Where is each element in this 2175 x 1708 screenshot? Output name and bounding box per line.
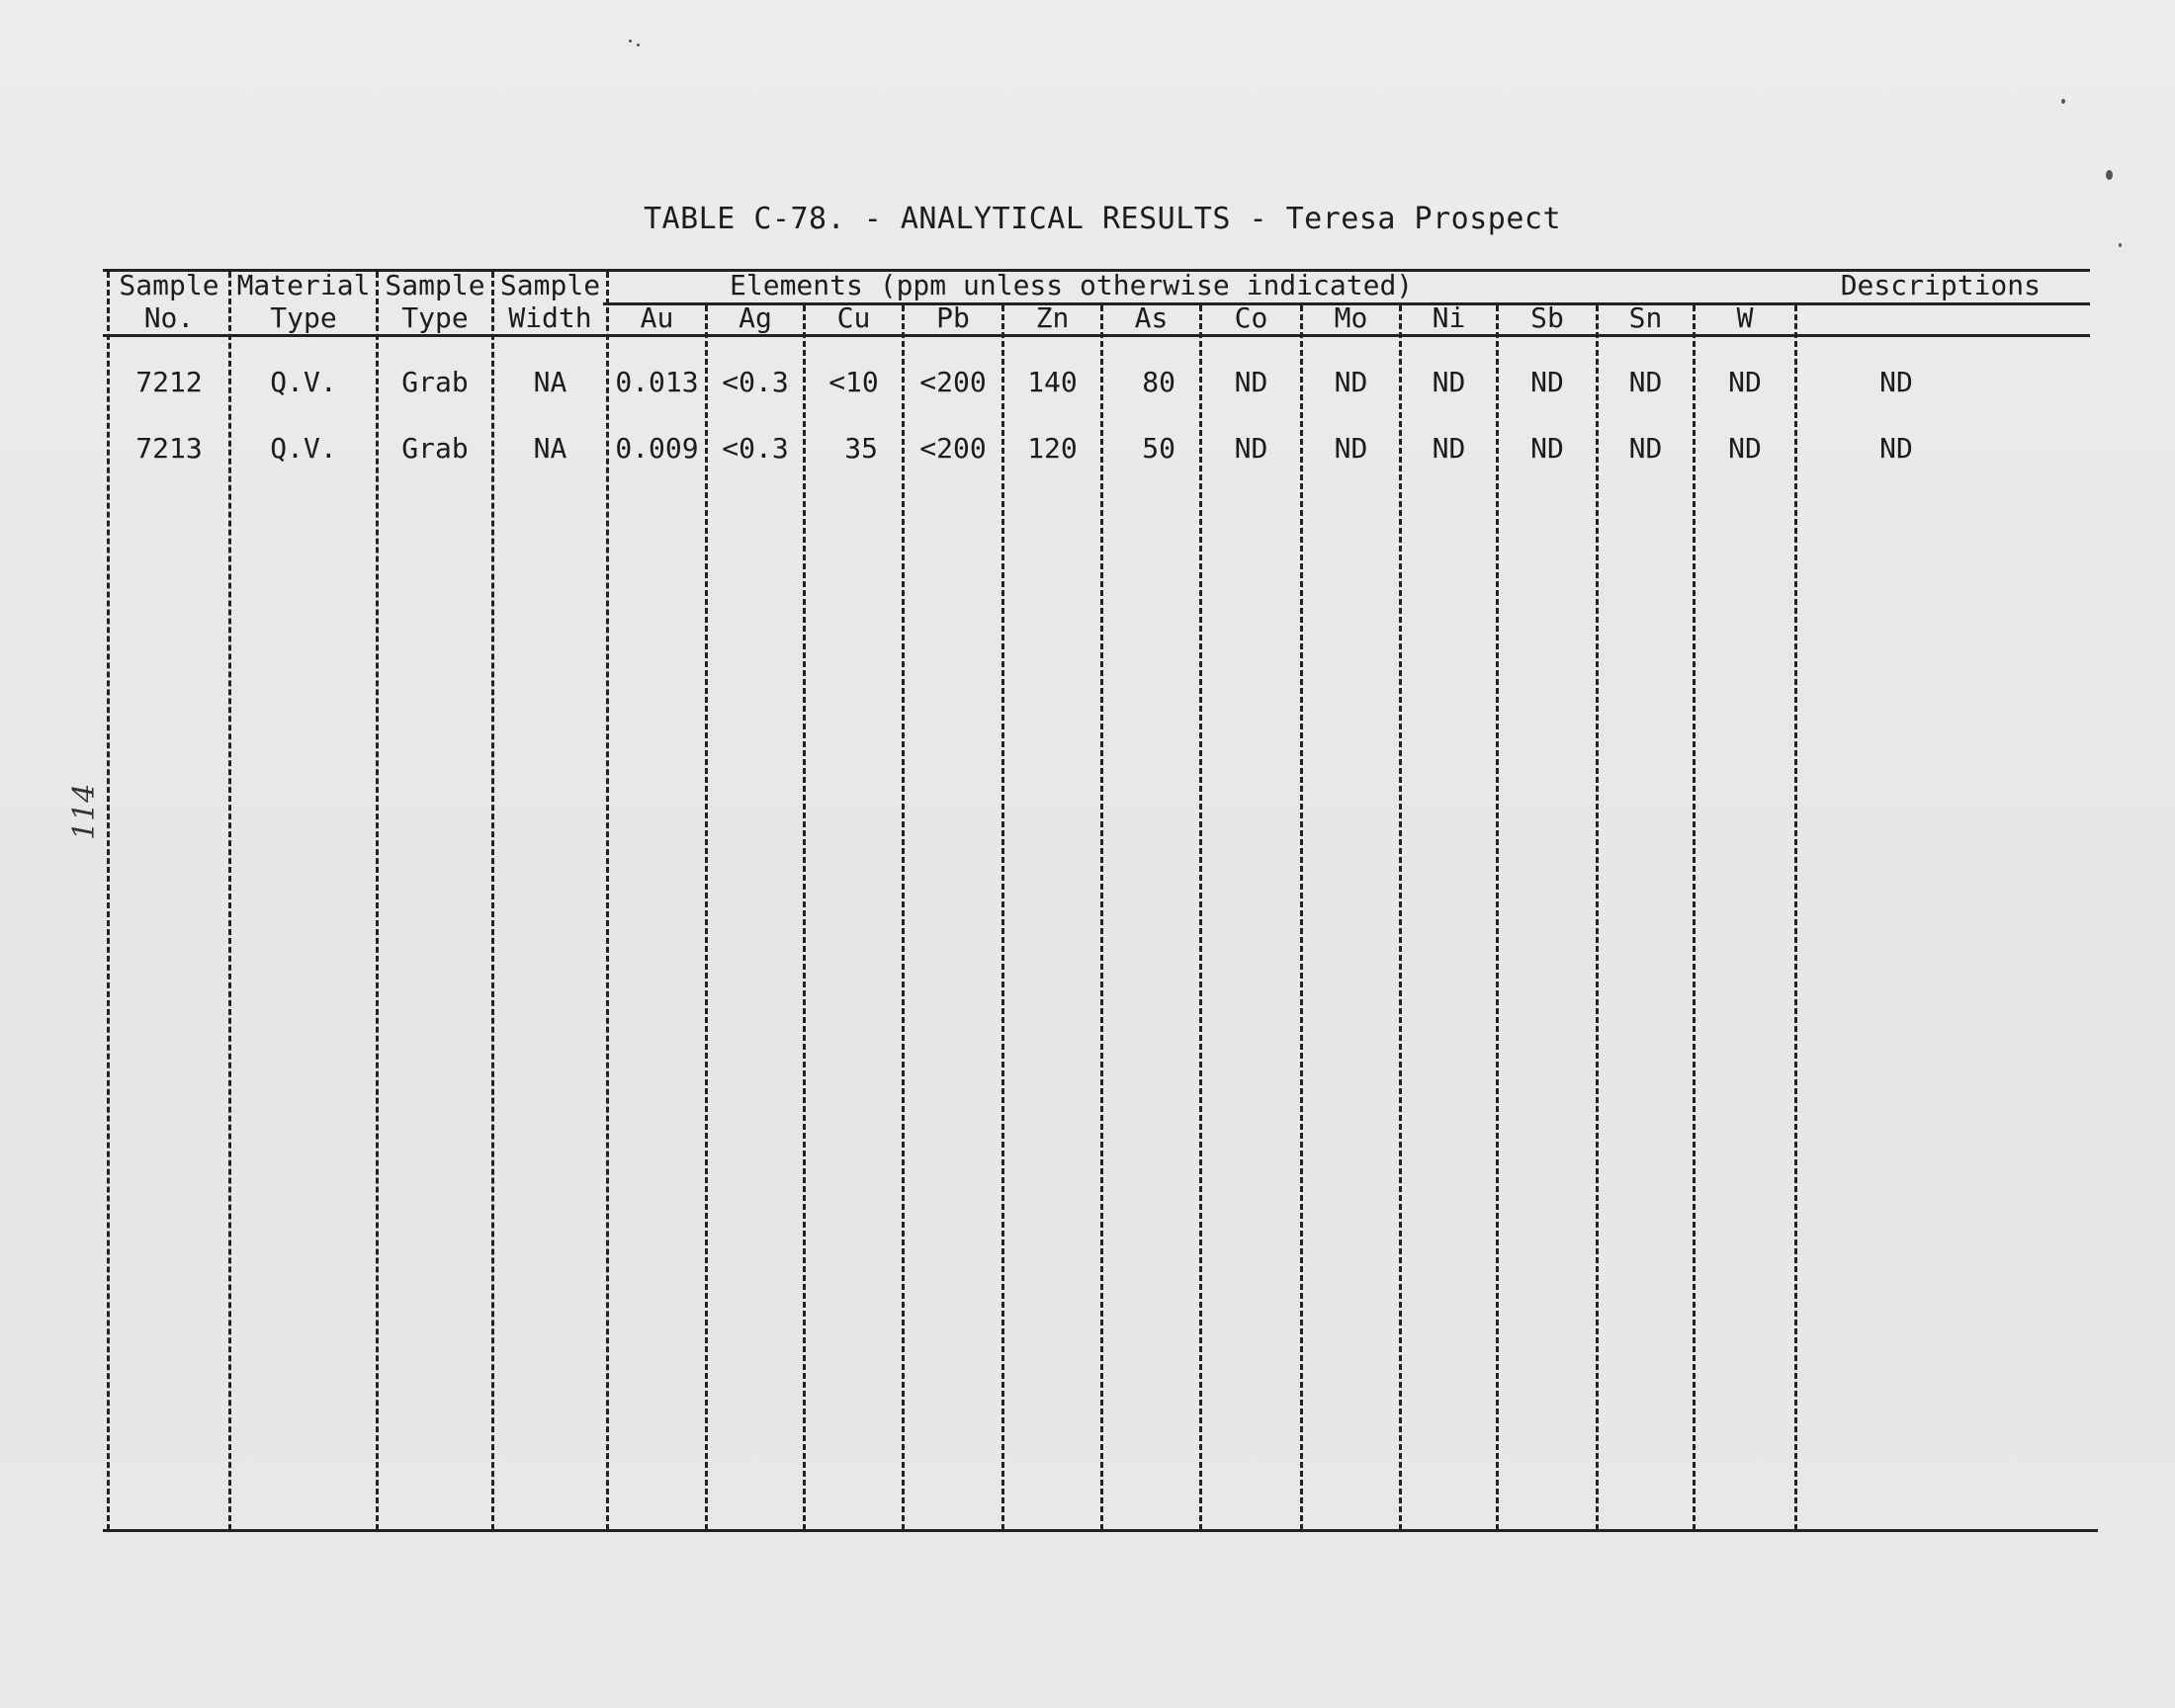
row2-au: 0.009 [615, 432, 699, 465]
row2-ag: <0.3 [722, 432, 789, 465]
header-element-zn: Zn [1035, 301, 1070, 334]
row1-co: ND [1234, 366, 1268, 398]
row1-sn: ND [1628, 366, 1663, 398]
header-element-co: Co [1234, 301, 1268, 334]
row2-mo: ND [1334, 432, 1368, 465]
row1-au: 0.013 [615, 366, 699, 398]
row1-cu: <10 [828, 366, 879, 398]
column-separator [1100, 305, 1103, 1530]
row1-sample-no: 7212 [135, 366, 203, 398]
header-sample-width-line1: Sample [499, 269, 601, 301]
scan-speck [2119, 243, 2122, 247]
row2-w: ND [1728, 432, 1762, 465]
header-element-au: Au [640, 301, 674, 334]
scan-speck [2106, 170, 2113, 180]
column-separator [1399, 305, 1402, 1530]
header-element-sn: Sn [1628, 301, 1663, 334]
row1-sample-width: NA [533, 366, 567, 398]
column-separator [1001, 305, 1004, 1530]
row2-zn: 120 [1027, 432, 1078, 465]
column-separator [902, 305, 905, 1530]
header-descriptions: Descriptions [1840, 269, 2041, 301]
header-bottom-rule [103, 334, 2090, 337]
scan-speck [637, 43, 640, 46]
row1-mo: ND [1334, 366, 1368, 398]
row1-material-type: Q.V. [270, 366, 337, 398]
row2-as: 50 [1142, 432, 1175, 465]
header-element-w: W [1736, 301, 1754, 334]
header-element-ag: Ag [739, 301, 772, 334]
header-material-type-line1: Material [236, 269, 371, 301]
row2-sn: ND [1628, 432, 1663, 465]
column-separator [1794, 305, 1797, 1530]
column-separator [1693, 305, 1696, 1530]
handwritten-page-number: 114 [67, 783, 102, 840]
row1-sb: ND [1530, 366, 1564, 398]
row2-ni: ND [1432, 432, 1466, 465]
header-sample-no-line1: Sample [119, 269, 219, 301]
row1-zn: 140 [1027, 366, 1078, 398]
row1-w: ND [1728, 366, 1762, 398]
header-sample-width-line2: Width [508, 301, 592, 334]
header-element-pb: Pb [936, 301, 970, 334]
row2-description: ND [1879, 432, 1913, 465]
header-sample-type-line2: Type [401, 301, 469, 334]
table-title: TABLE C-78. - ANALYTICAL RESULTS - Teresa Prospect [643, 202, 1562, 236]
column-separator [705, 305, 708, 1530]
header-element-ni: Ni [1432, 301, 1466, 334]
header-sample-no-line2: No. [143, 301, 195, 334]
scan-speck [629, 40, 632, 43]
row2-material-type: Q.V. [270, 432, 337, 465]
row1-ag: <0.3 [722, 366, 789, 398]
header-element-as: As [1134, 301, 1169, 334]
column-separator [1199, 305, 1202, 1530]
row1-as: 80 [1142, 366, 1175, 398]
column-separator [1596, 305, 1599, 1530]
row2-pb: <200 [919, 432, 987, 465]
row1-pb: <200 [919, 366, 987, 398]
row1-description: ND [1879, 366, 1913, 398]
row1-ni: ND [1432, 366, 1466, 398]
row2-sample-type: Grab [401, 432, 469, 465]
column-separator [1496, 305, 1499, 1530]
row2-cu: 35 [844, 432, 878, 465]
row2-co: ND [1234, 432, 1268, 465]
row2-sb: ND [1530, 432, 1564, 465]
header-element-cu: Cu [836, 301, 871, 334]
header-sample-type-line1: Sample [385, 269, 485, 301]
header-elements-group: Elements (ppm unless otherwise indicated) [730, 269, 1414, 301]
row2-sample-width: NA [533, 432, 567, 465]
row1-sample-type: Grab [401, 366, 469, 398]
scan-speck [2061, 99, 2065, 104]
column-separator [803, 305, 806, 1530]
column-separator [1300, 305, 1303, 1530]
header-element-sb: Sb [1530, 301, 1564, 334]
header-material-type-line2: Type [270, 301, 337, 334]
header-element-mo: Mo [1334, 301, 1368, 334]
row2-sample-no: 7213 [135, 432, 203, 465]
